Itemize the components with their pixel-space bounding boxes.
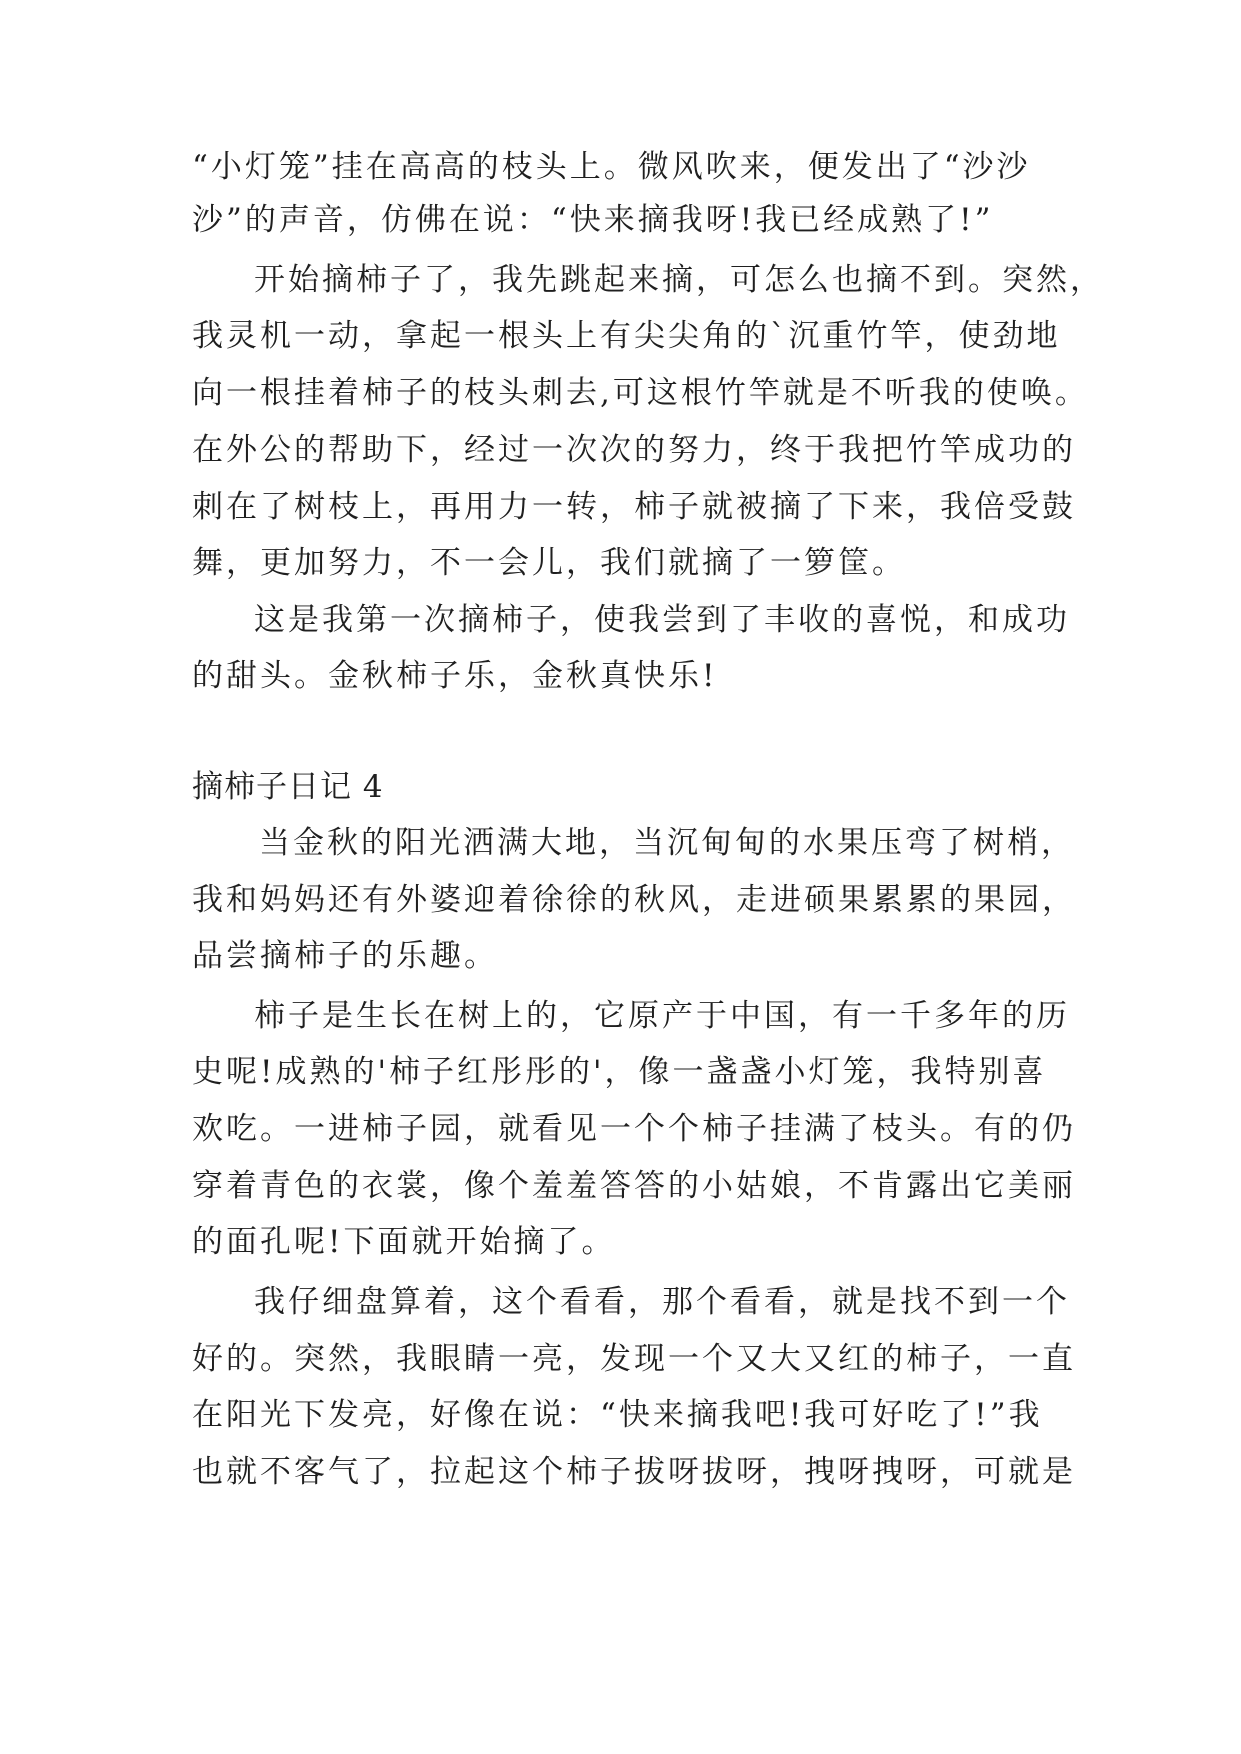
paragraph-first-line: 当金秋的阳光洒满大地，当沉甸甸的水果压弯了树梢， xyxy=(259,825,1075,861)
text-line: 穿着青色的衣裳，像个羞羞答答的小姑娘，不肯露出它美丽 xyxy=(192,1168,1076,1204)
text-line: 在阳光下发亮，好像在说：“快来摘我吧!我可好吃了!”我 xyxy=(192,1397,1043,1433)
paragraph-first-line: 柿子是生长在树上的，它原产于中国，有一千多年的历 xyxy=(254,998,1070,1034)
paragraph-first-line: 这是我第一次摘柿子，使我尝到了丰收的喜悦，和成功 xyxy=(254,602,1070,638)
text-line: “小灯笼”挂在高高的枝头上。微风吹来，便发出了“沙沙 xyxy=(192,149,1031,185)
text-line: 刺在了树枝上，再用力一转，柿子就被摘了下来，我倍受鼓 xyxy=(192,489,1076,525)
text-line: 沙”的声音，仿佛在说：“快来摘我呀!我已经成熟了!” xyxy=(192,202,994,238)
text-line: 的甜头。金秋柿子乐，金秋真快乐! xyxy=(192,658,718,694)
text-line: 品尝摘柿子的乐趣。 xyxy=(192,938,498,974)
text-line: 我灵机一动，拿起一根头上有尖尖角的`沉重竹竿，使劲地 xyxy=(192,318,1061,354)
text-line: 向一根挂着柿子的枝头刺去,可这根竹竿就是不听我的使唤。 xyxy=(192,375,1089,411)
text-line: 好的。突然，我眼睛一亮，发现一个又大又红的柿子，一直 xyxy=(192,1341,1076,1377)
text-line: 史呢!成熟的'柿子红彤彤的'，像一盏盏小灯笼，我特别喜 xyxy=(192,1054,1047,1090)
text-line: 欢吃。一进柿子园，就看见一个个柿子挂满了枝头。有的仍 xyxy=(192,1111,1076,1147)
paragraph-first-line: 开始摘柿子了，我先跳起来摘，可怎么也摘不到。突然， xyxy=(254,262,1104,298)
paragraph-first-line: 我仔细盘算着，这个看看，那个看看，就是找不到一个 xyxy=(254,1284,1070,1320)
text-line: 舞，更加努力，不一会儿，我们就摘了一箩筐。 xyxy=(192,545,906,581)
text-line: 在外公的帮助下，经过一次次的努力，终于我把竹竿成功的 xyxy=(192,432,1076,468)
text-line: 也就不客气了，拉起这个柿子拔呀拔呀，拽呀拽呀，可就是 xyxy=(192,1454,1076,1490)
section-heading: 摘柿子日记 4 xyxy=(192,769,384,805)
text-line: 的面孔呢!下面就开始摘了。 xyxy=(192,1224,616,1260)
text-line: 我和妈妈还有外婆迎着徐徐的秋风，走进硕果累累的果园， xyxy=(192,882,1076,918)
